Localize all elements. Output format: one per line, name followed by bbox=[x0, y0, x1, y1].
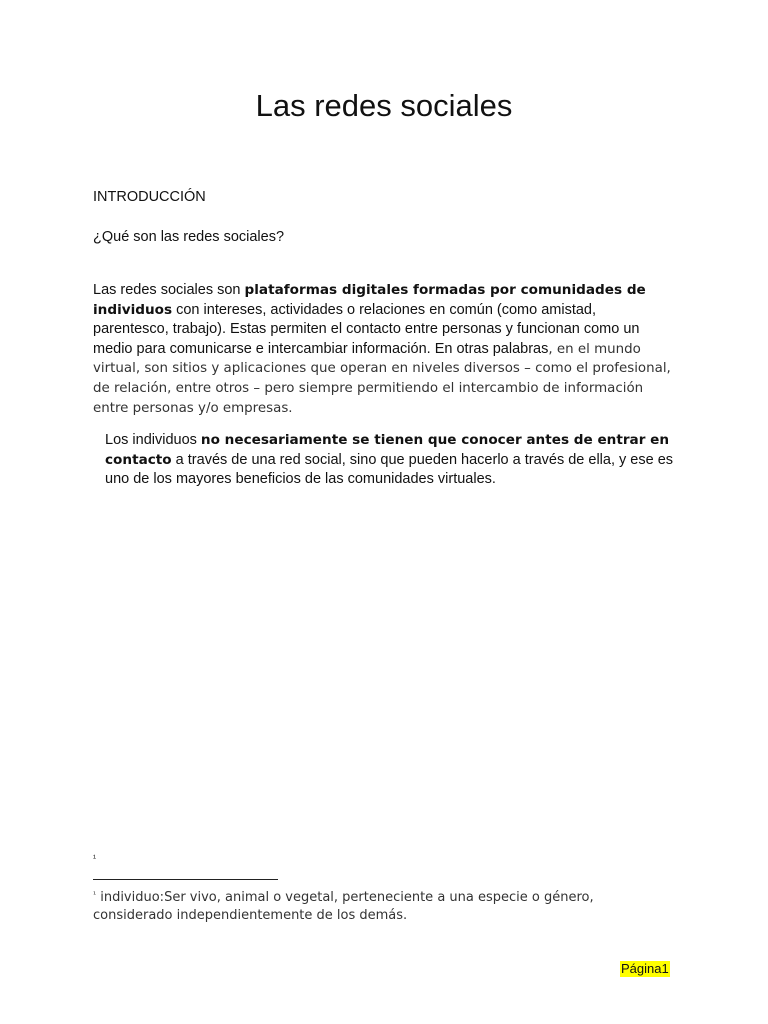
bold-phrase: plataformas digitales formadas por comunidades de individuos bbox=[93, 282, 646, 318]
document-title: Las redes sociales bbox=[255, 88, 513, 123]
section-heading: INTRODUCCIÓN bbox=[93, 189, 206, 205]
paragraph-text: con intereses, actividades o relaciones en común (como amistad, parentesco, trabajo). Estas permiten el contacto entre personas y funcionan como un medio para comunicarse e intercambiar información. En otras palabras bbox=[93, 301, 640, 357]
question-line: ¿Qué son las redes sociales? bbox=[93, 229, 285, 245]
bold-phrase: no necesariamente se tienen que conocer antes de entrar en contacto bbox=[105, 432, 670, 468]
page-number-label: Página1 bbox=[621, 961, 669, 976]
footnote-reference-marker: ¹ bbox=[93, 853, 96, 863]
paragraph-text: Los individuos bbox=[105, 432, 201, 448]
paragraph-individuals bbox=[93, 431, 685, 490]
footnote bbox=[93, 886, 653, 925]
paragraph-text: a través de una red social, sino que pueden hacerlo a través de ella, y ese es uno de los mayores beneficios de las comunidades virtuales. bbox=[105, 451, 674, 488]
footnote-separator bbox=[93, 879, 278, 880]
paragraph-text-continued: , en el mundo virtual, son sitios y aplicaciones que operan en niveles diversos – como el profesional, de relación, entre otros – pero siempre permitiendo el intercambio de información entre personas y/o empresas. bbox=[93, 341, 671, 416]
paragraph-definition bbox=[93, 281, 673, 418]
footnote-number: ¹ bbox=[93, 890, 97, 899]
footnote-text: individuo:Ser vivo, animal o vegetal, perteneciente a una especie o género, considerado independientemente de los demás. bbox=[93, 890, 594, 923]
paragraph-text: Las redes sociales son bbox=[93, 282, 245, 298]
